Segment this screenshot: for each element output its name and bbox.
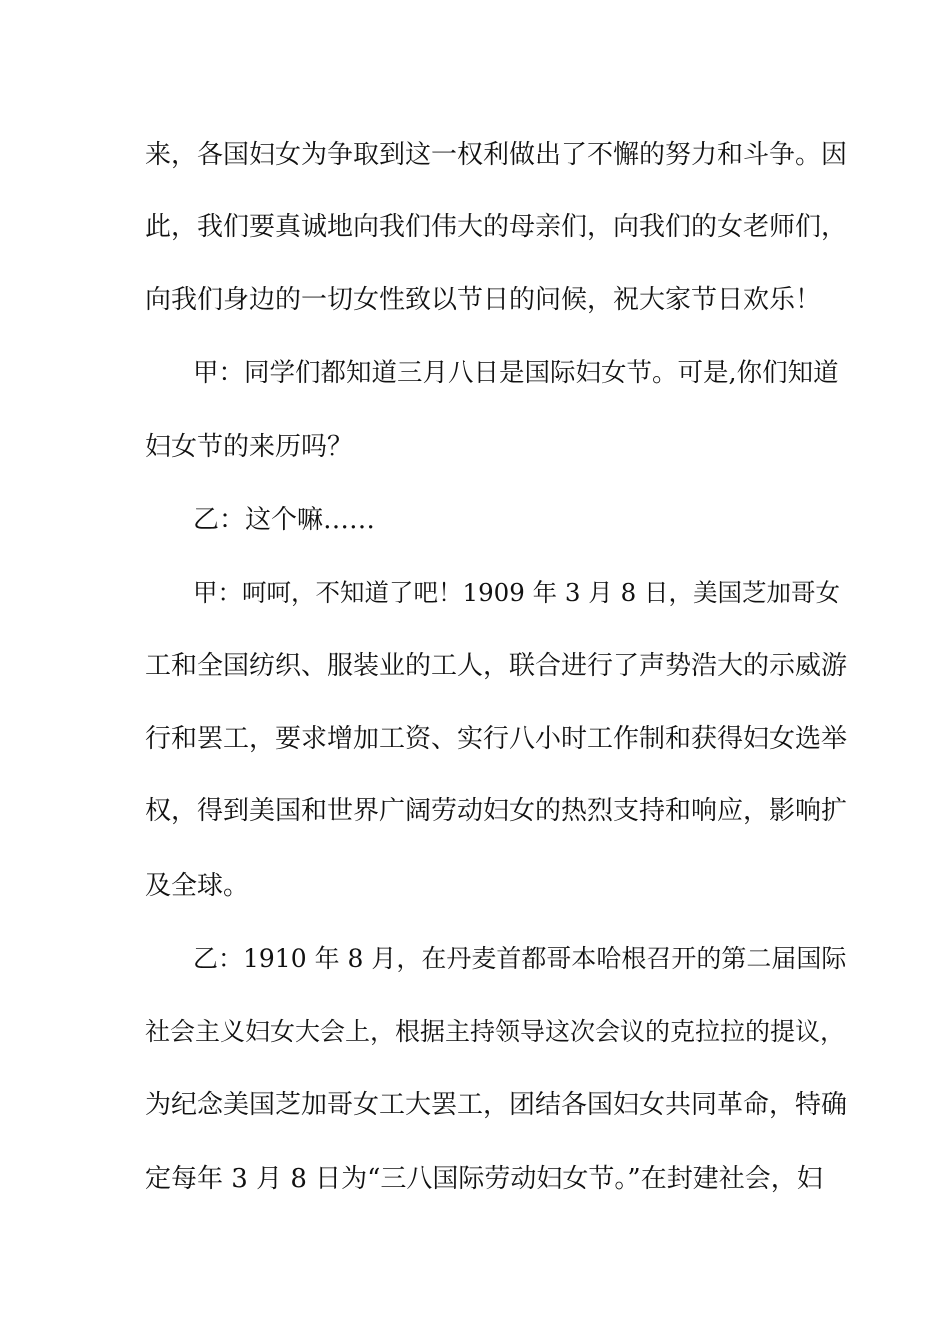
- text-line: 为纪念美国芝加哥女工大罢工，团结各国妇女共同革命，特确: [145, 1090, 848, 1120]
- text-line: 妇女节的来历吗？: [145, 432, 354, 462]
- text-line: 乙：1910 年 8 月，在丹麦首都哥本哈根召开的第二届国际: [193, 944, 847, 973]
- text-line: 及全球。: [145, 871, 250, 901]
- text-line: 权，得到美国和世界广阔劳动妇女的热烈支持和响应，影响扩: [145, 796, 848, 826]
- text-line: 甲：同学们都知道三月八日是国际妇女节。可是,你们知道: [193, 358, 839, 388]
- text-line: 行和罢工，要求增加工资、实行八小时工作制和获得妇女选举: [145, 724, 848, 754]
- text-line: 乙：这个嘛……: [193, 505, 376, 535]
- text-line: 定每年 3 月 8 日为“三八国际劳动妇女节。”在封建社会，妇: [145, 1164, 823, 1194]
- text-line: 工和全国纺织、服装业的工人，联合进行了声势浩大的示威游: [145, 651, 848, 681]
- text-line: 此，我们要真诚地向我们伟大的母亲们，向我们的女老师们，: [145, 212, 848, 242]
- text-line: 甲：呵呵，不知道了吧！1909 年 3 月 8 日，美国芝加哥女: [193, 578, 840, 607]
- text-line: 来，各国妇女为争取到这一权利做出了不懈的努力和斗争。因: [145, 140, 848, 170]
- text-line: 社会主义妇女大会上，根据主持领导这次会议的克拉拉的提议，: [145, 1017, 846, 1046]
- text-line: 向我们身边的一切女性致以节日的问候，祝大家节日欢乐！: [145, 285, 822, 315]
